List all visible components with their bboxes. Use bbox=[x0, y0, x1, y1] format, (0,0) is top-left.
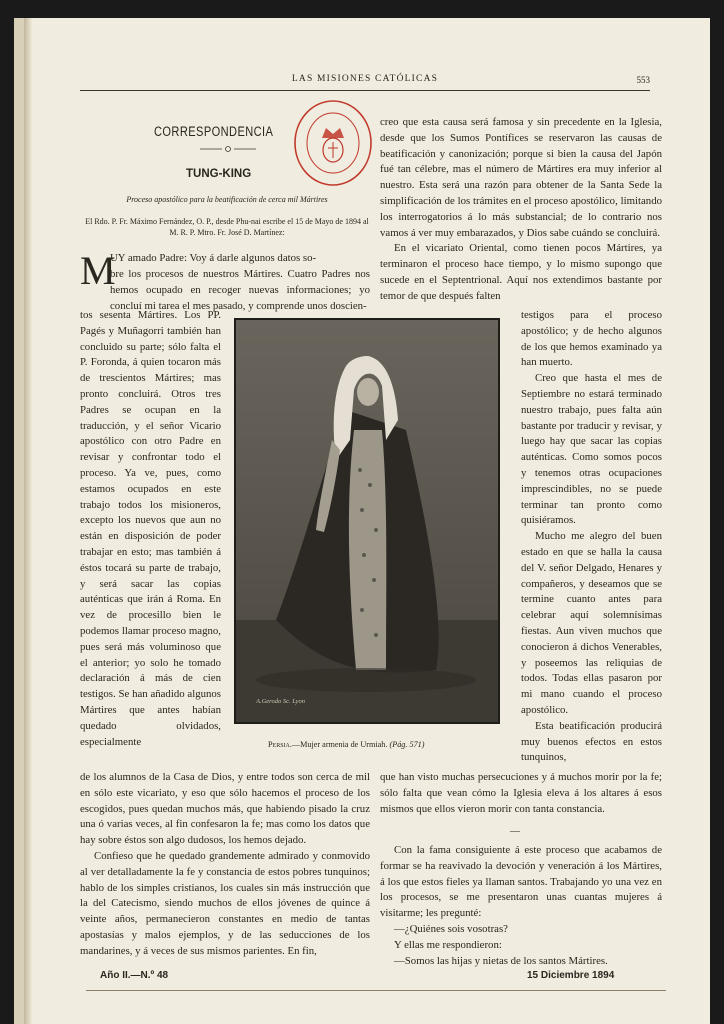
column1-first-line: UY amado Padre: Voy á darle algunos datos so- bbox=[110, 252, 317, 264]
article-subtitle: TUNG-KING bbox=[186, 168, 252, 180]
article-italic-caption: Proceso apostólico para la beatificación de cerca mil Mártires bbox=[126, 195, 328, 204]
caption-page-ref: (Pág. 571) bbox=[389, 740, 425, 749]
column1-lead: bre los procesos de nuestros Mártires. Cuatro Padres nos hemos ocupado en recoger nuevas informaciones; yo concluí mi tarea el mes pasado, y comprende unos doscien- bbox=[110, 268, 370, 312]
running-header bbox=[80, 72, 650, 91]
paragraph: Y ellas me respondieron: bbox=[394, 938, 502, 951]
engraving-photo bbox=[234, 318, 500, 724]
page-number: 553 bbox=[636, 75, 650, 85]
magazine-page bbox=[14, 18, 710, 1024]
ornament-divider-icon bbox=[198, 144, 258, 154]
drop-cap: M bbox=[80, 248, 116, 293]
column1-wide-text bbox=[80, 770, 370, 960]
paragraph: Mucho me alegro del buen estado en que se halla la causa del V. señor Delgado, Henares y compañeros, y deseamos que se termine cuanto antes para celebrar aquí solemnísimas fiestas. Aun viven muchos que conocieron á dichos Venerables, y poseemos las reliquias de todos. Todas ellas pasaron por mi mano cuando el proceso apostólico. bbox=[521, 530, 662, 716]
caption-text: —Mujer armenia de Urmiah. bbox=[291, 740, 388, 749]
column1-narrow-text: tos sesenta Mártires. Los PP. Pagés y Muñagorri también han concluido su parte; sólo falta el P. Foronda, á quien tocaron más de trescientos Mártires; mas pronto concluirá. Otros tres Padres se ocupan en la traducción, y el señor Vicario apostólico con otro Padre en revisar y confrontar todo el proceso. Ya ve, pues, como estamos ocupados en este trabajo todos los misioneros, excepto los nuevos que aun no están en disposición de poder trabajar en esto; mas también á éstos tocará su parte de trabajo, y será sacar las copias auténticas que irán á Roma. En vez de procesillo bien le podemos llamar proceso magno, pues será más voluminoso que el anterior; yo solo he tomado declaración á más de cien testigos. Se han añadido algunos Mártires que antes habían quedado olvidados, especialmente bbox=[80, 309, 221, 748]
paragraph: En el vicariato Oriental, como tienen pocos Mártires, ya terminaron el proceso hace tiempo, y lo mismo supongo que sucede en el Septentrional. Aquí nos extendimos bastante por temor de que después falten bbox=[380, 242, 662, 302]
issue-number: Año II.—N.º 48 bbox=[100, 970, 169, 981]
armenian-woman-illustration-icon bbox=[236, 320, 498, 722]
column2-bottom-text: que han visto muchas persecuciones y á muchos morir por la fe; sólo falta que vean cómo la Iglesia eleva á los altares á esos mismos que ellos vieron morir con tanta constancia. bbox=[380, 771, 662, 815]
paragraph: Creo que hasta el mes de Septiembre no estará terminado nuestro trabajo, pues falta aún bastante por traducir y revisar, y luego hay que sacar las copias auténticas. Como somos pocos y tenemos otras ocupaciones imprescindibles, no se puede terminar tan pronto como quisiéramos. bbox=[521, 372, 662, 527]
footer-rule bbox=[86, 990, 666, 991]
paragraph: —Somos las hijas y nietas de los santos Mártires. bbox=[394, 954, 608, 967]
engraver-credit: A.Gerodo Sc. Lyon bbox=[256, 698, 306, 705]
paragraph: Confieso que he quedado grandemente admirado y conmovido al ver detalladamente la fe y constancia de estos pobres tunquinos; hablo de los simples cristianos, los cuales sin más instrucción que la del Catecismo, siendo muchos de ellos jóvenes de quince á veinte años, permanecieron constantes en medio de tantas apostasías y malos ejemplos, y de las seducciones de los mandarines, y á veces de sus mismos parientes. En fin, bbox=[80, 849, 370, 957]
section-divider: — bbox=[510, 826, 520, 837]
paragraph: testigos para el proceso apostólico; y de hecho algunos de los que hemos examinado ya han muerto. bbox=[521, 309, 662, 369]
paragraph: —¿Quiénes sois vosotras? bbox=[394, 922, 508, 935]
section-title: CORRESPONDENCIA bbox=[154, 124, 274, 139]
article-intro-note: El Rdo. P. Fr. Máximo Fernández, O. P., desde Phu-nai escribe el 15 de Mayo de 1894 al M. R. P. Mtro. Fr. José D. Martínez: bbox=[85, 217, 369, 237]
paragraph: creo que esta causa será famosa y sin precedente en la Iglesia, desde que los Sumos Pontífices se reservaron las causas de beatificación y canonización; porque si bien la causa del Japón fué tan célebre, mas el número de Mártires era muy inferior al nuestro. Esta será una razón para obtener de la Santa Sede la simplificación de los trámites en el proceso apostólico, limitando los interrogatorios á lo más substancial; de lo contrario nos vamos á ver muy embarazados, y Dios sabe cuándo se concluirá. bbox=[380, 116, 662, 239]
column2-after-text bbox=[380, 843, 662, 969]
issue-date: 15 Diciembre 1894 bbox=[527, 970, 615, 981]
caption-place: Persia. bbox=[268, 740, 292, 749]
figure-caption bbox=[268, 740, 425, 749]
library-stamp-icon bbox=[292, 98, 374, 188]
paragraph: de los alumnos de la Casa de Dios, y entre todos son cerca de mil en sólo este vicariato, y eso que sólo hacemos el proceso de los escogidos, pues quedan muchos más, que habiendo pisado la cruz una ó varias veces, al fin confesaron la fe; mas como los datos que hay sobre éstos son algo dudosos, los hemos dejado. bbox=[80, 771, 370, 847]
column2-top-text bbox=[380, 115, 662, 305]
column2-narrow-text bbox=[521, 308, 662, 766]
journal-title: LAS MISIONES CATÓLICAS bbox=[291, 74, 439, 84]
paragraph: Con la fama consiguiente á este proceso que acabamos de formar se ha reavivado la devoción y veneración á los Mártires, á los que estos fieles ya llaman santos. Trabajando yo una vez en los procesos, se me presentaron unas cuantas mujeres á visitarme; les pregunté: bbox=[380, 844, 662, 920]
paragraph: Esta beatificación producirá muy buenos efectos en estos tunquinos, bbox=[521, 719, 662, 764]
